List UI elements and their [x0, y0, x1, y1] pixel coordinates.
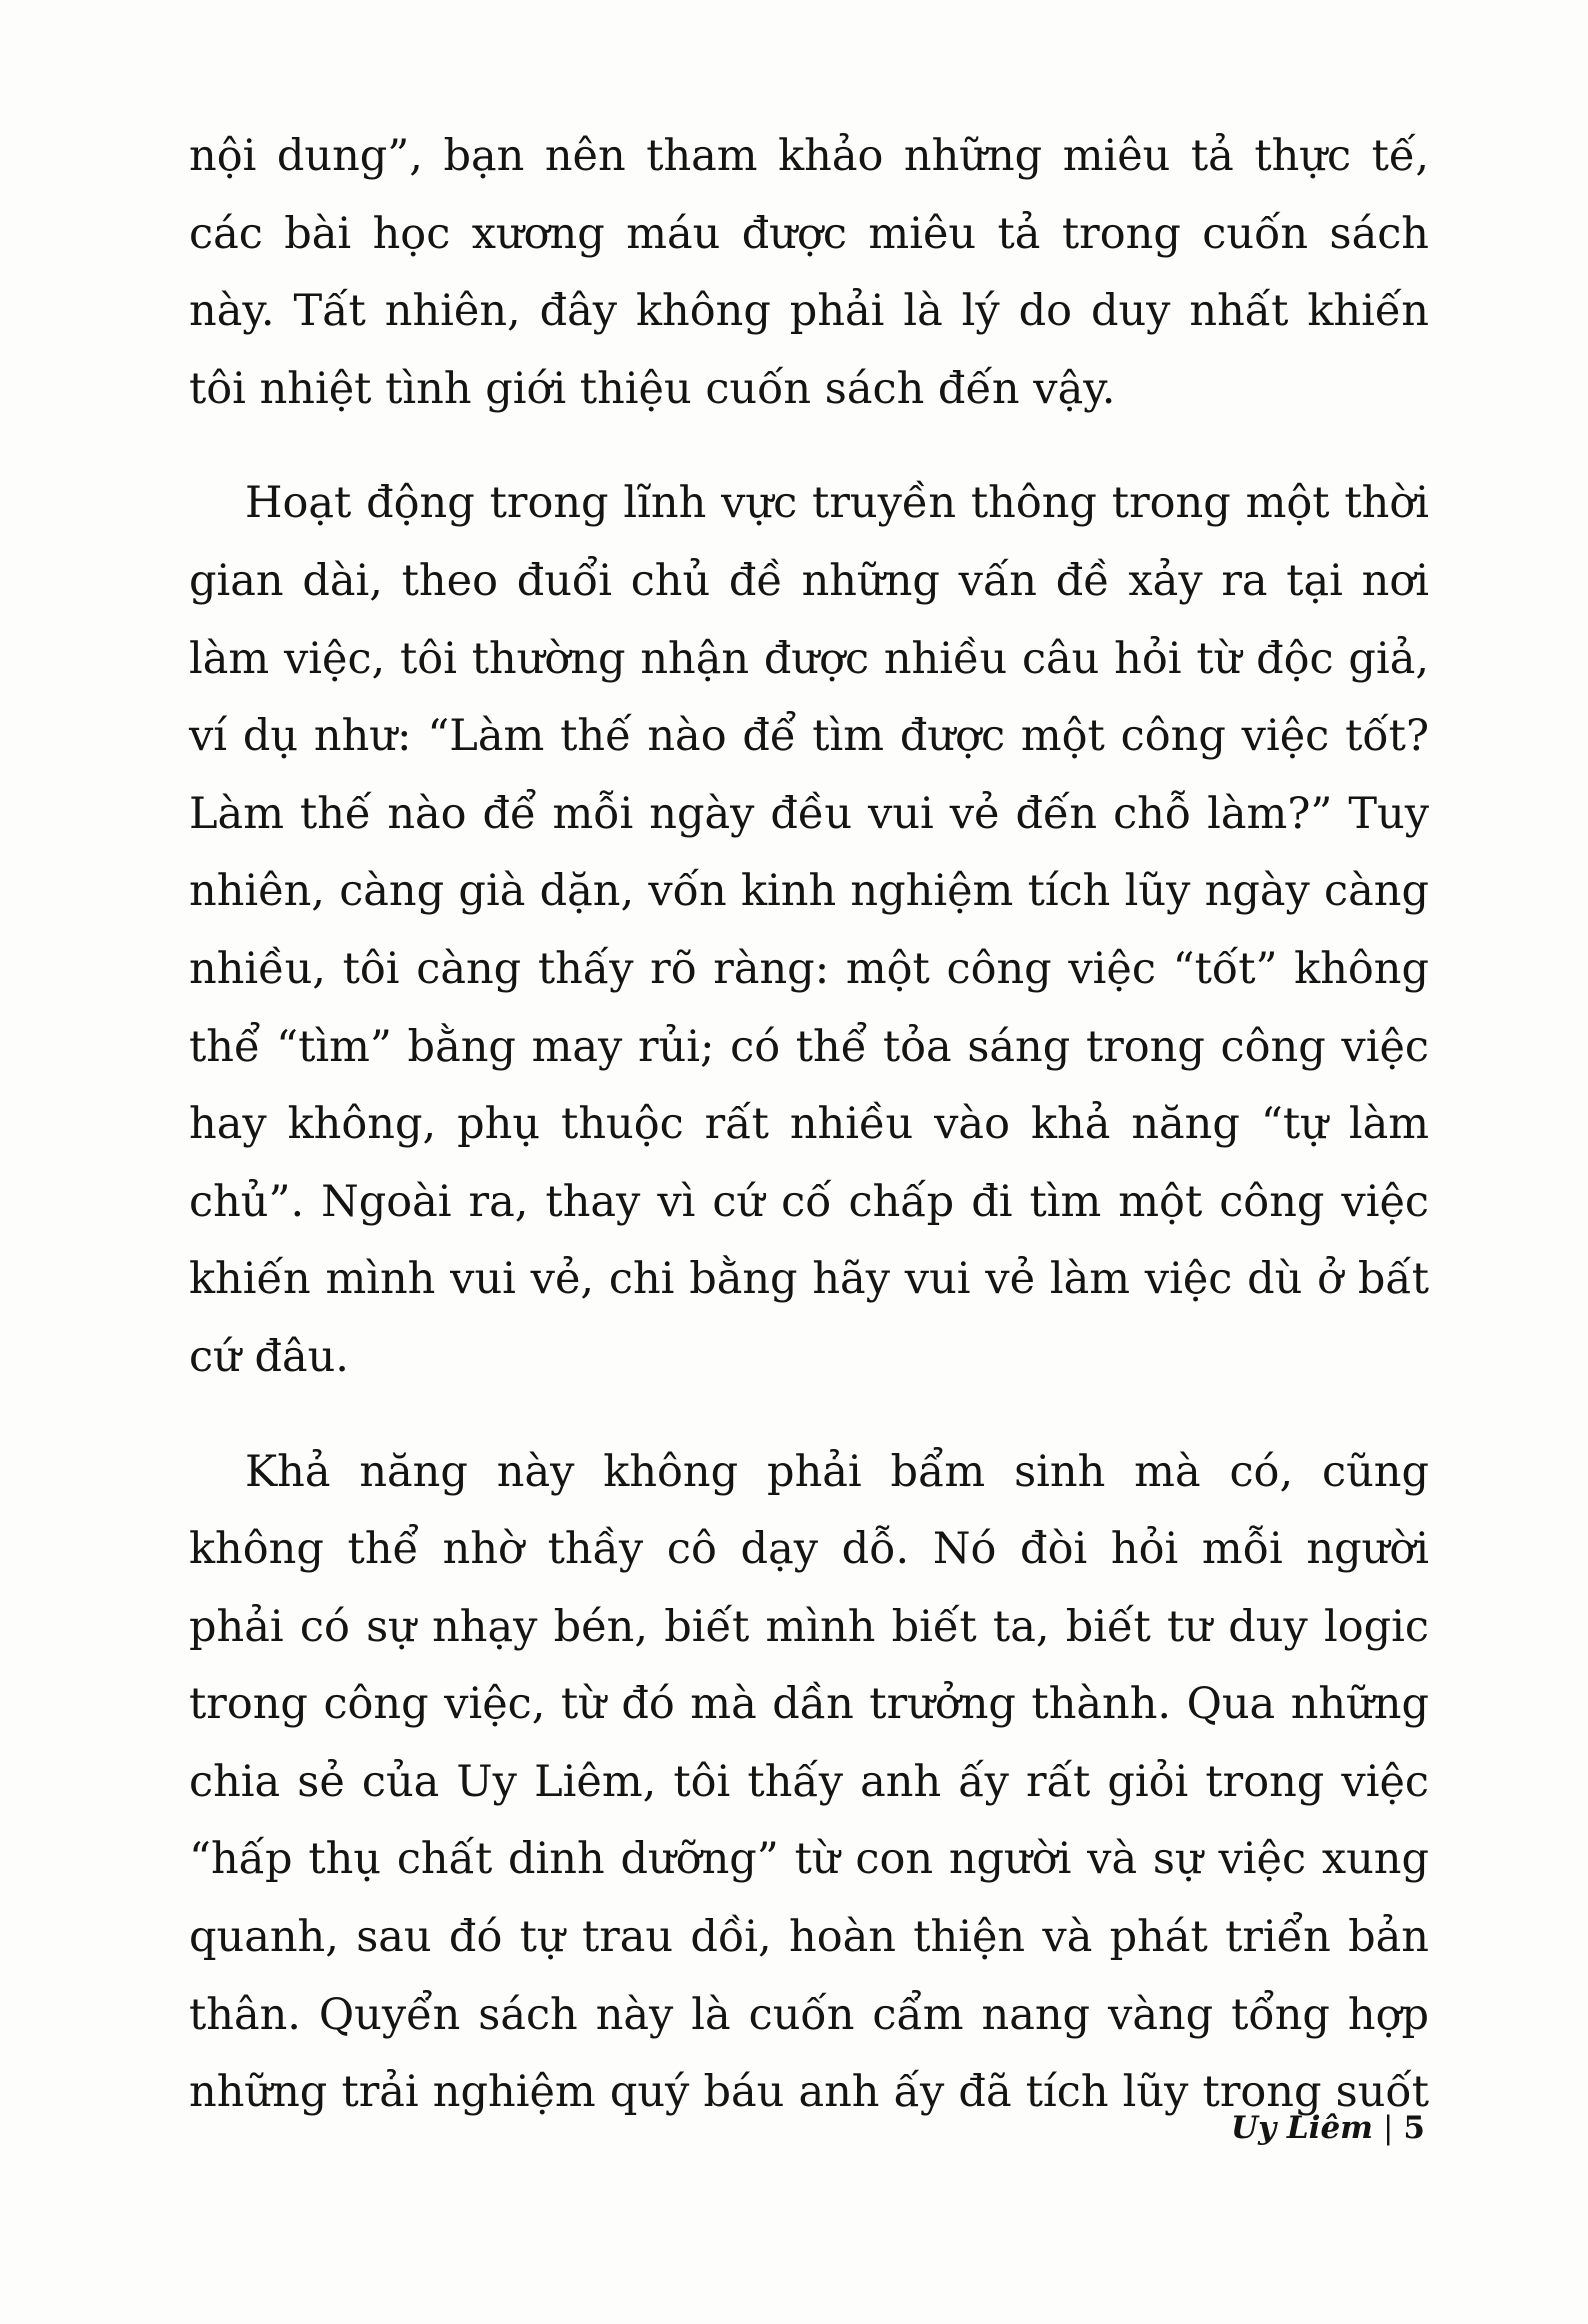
text-line: nhiên, càng già dặn, vốn kinh nghiệm tích lũy ngày càng: [189, 866, 1429, 917]
text-line: tôi nhiệt tình giới thiệu cuốn sách đến vậy.: [189, 363, 1116, 414]
text-line: cứ đâu.: [189, 1331, 349, 1382]
text-line: nội dung”, bạn nên tham khảo những miêu tả thực tế,: [189, 131, 1429, 181]
text-line: làm việc, tôi thường nhận được nhiều câu hỏi từ độc giả,: [189, 633, 1429, 684]
text-line: trong công việc, từ đó mà dần trưởng thành. Qua những: [189, 1679, 1429, 1730]
text-line: Khả năng này không phải bẩm sinh mà có, cũng: [245, 1446, 1429, 1497]
text-line: chia sẻ của Uy Liêm, tôi thấy anh ấy rất giỏi trong việc: [189, 1756, 1429, 1807]
text-line: quanh, sau đó tự trau dồi, hoàn thiện và phát triển bản: [189, 1912, 1429, 1963]
body-text: [189, 118, 1429, 2132]
text-line: các bài học xương máu được miêu tả trong cuốn sách: [189, 208, 1429, 259]
footer-separator: |: [1382, 2110, 1394, 2146]
text-line: Làm thế nào để mỗi ngày đều vui vẻ đến chỗ làm?” Tuy: [189, 788, 1429, 839]
text-line: nhiều, tôi càng thấy rõ ràng: một công việc “tốt” không: [189, 943, 1429, 994]
text-line: phải có sự nhạy bén, biết mình biết ta, biết tư duy logic: [189, 1601, 1429, 1652]
text-line: gian dài, theo đuổi chủ đề những vấn đề xảy ra tại nơi: [189, 555, 1429, 606]
paragraph-1: [189, 118, 1429, 428]
text-line: Hoạt động trong lĩnh vực truyền thông trong một thời: [245, 478, 1429, 529]
text-line: “hấp thụ chất dinh dưỡng” từ con người và sự việc xung: [189, 1834, 1429, 1885]
page-footer: [1231, 2110, 1425, 2146]
text-line: không thể nhờ thầy cô dạy dỗ. Nó đòi hỏi mỗi người: [189, 1524, 1429, 1575]
text-line: thể “tìm” bằng may rủi; có thể tỏa sáng trong công việc: [189, 1021, 1429, 1072]
text-line: ví dụ như: “Làm thế nào để tìm được một công việc tốt?: [189, 711, 1429, 762]
text-line: thân. Quyển sách này là cuốn cẩm nang vàng tổng hợp: [189, 1989, 1429, 2040]
text-line: những trải nghiệm quý báu anh ấy đã tích lũy trong suốt: [189, 2067, 1429, 2118]
page-number: 5: [1403, 2110, 1425, 2146]
text-line: khiến mình vui vẻ, chi bằng hãy vui vẻ làm việc dù ở bất: [189, 1254, 1429, 1305]
text-line: hay không, phụ thuộc rất nhiều vào khả năng “tự làm: [189, 1099, 1429, 1150]
text-line: này. Tất nhiên, đây không phải là lý do duy nhất khiến: [189, 286, 1429, 337]
paragraph-2: [189, 465, 1429, 1396]
text-line: chủ”. Ngoài ra, thay vì cứ cố chấp đi tìm một công việc: [189, 1176, 1429, 1227]
running-author: Uy Liêm: [1231, 2110, 1373, 2146]
paragraph-3: [189, 1434, 1429, 2132]
